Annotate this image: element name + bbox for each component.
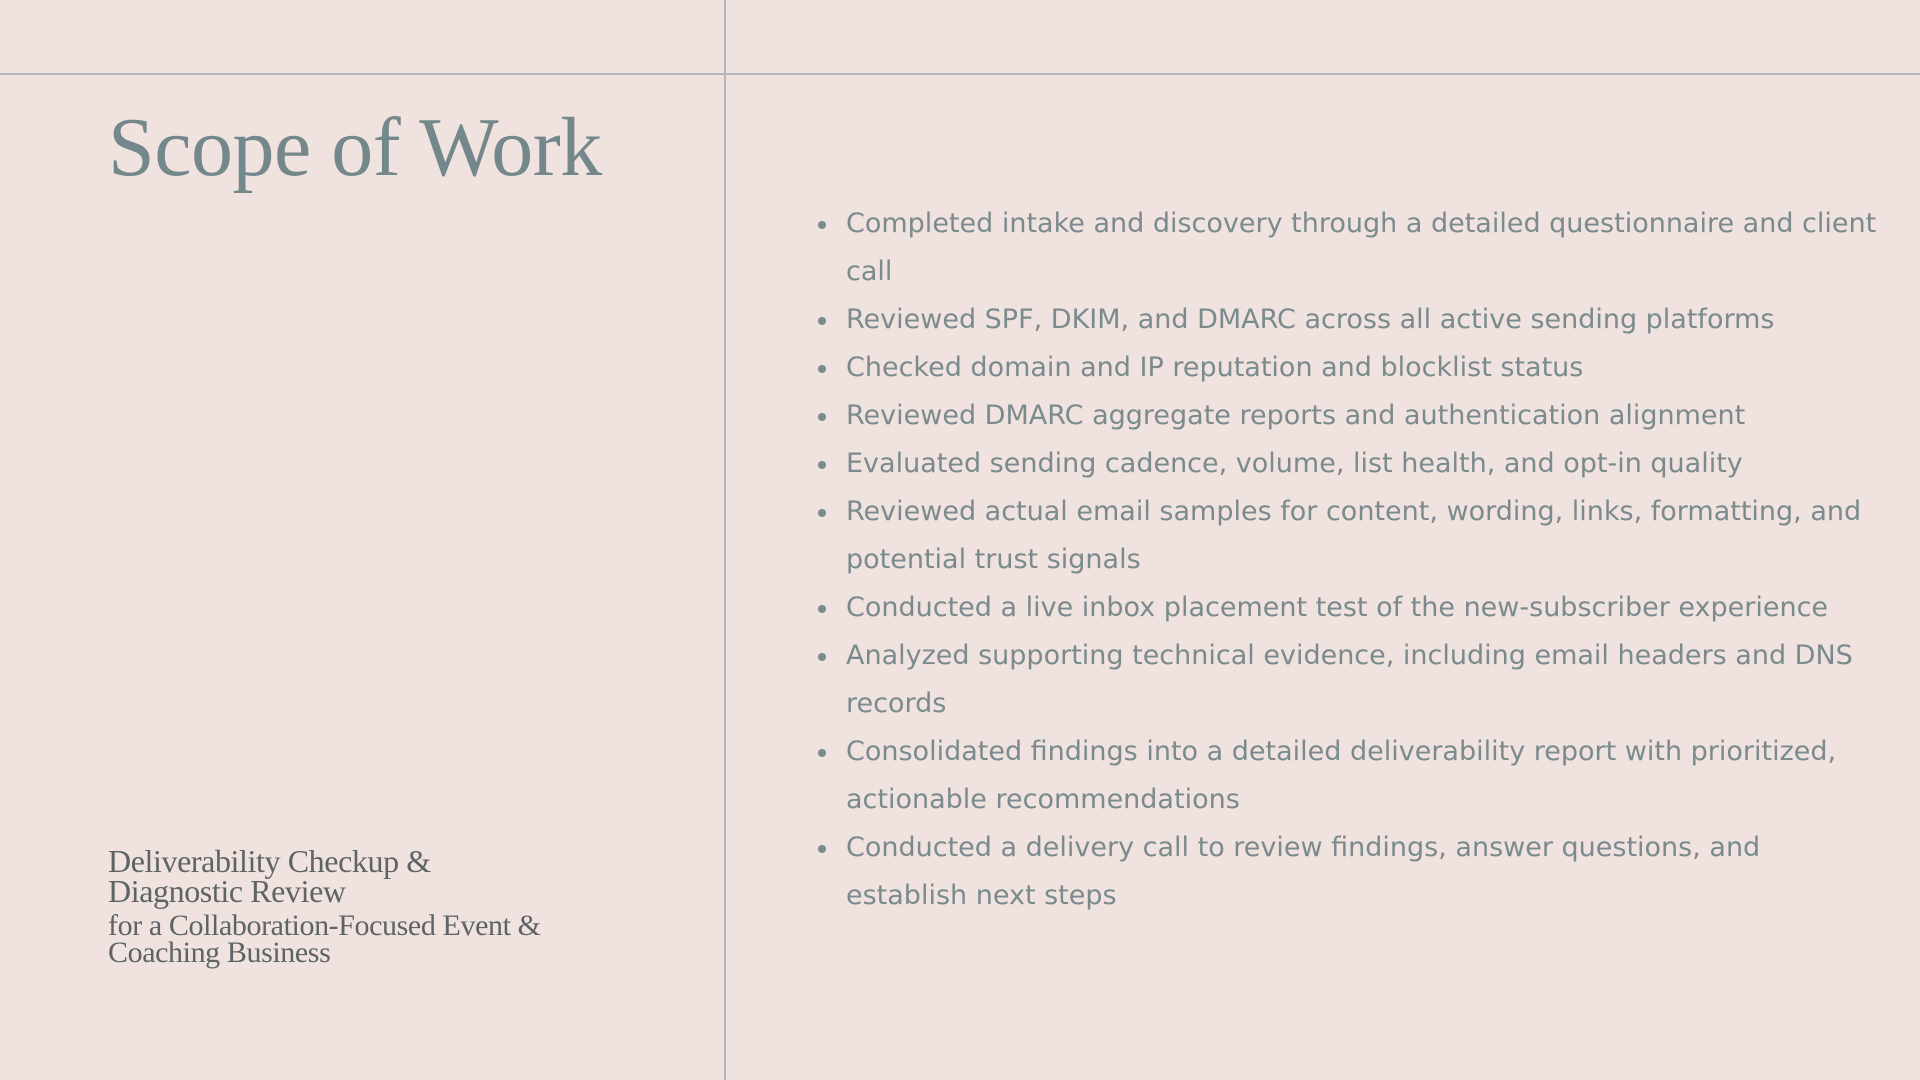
bullet-icon bbox=[818, 509, 826, 517]
scope-list bbox=[818, 200, 1880, 920]
bullet-icon bbox=[818, 413, 826, 421]
subtitle-line-2: Diagnostic Review bbox=[108, 873, 346, 909]
bullet-icon bbox=[818, 365, 826, 373]
scope-item bbox=[818, 824, 1880, 920]
bullet-icon bbox=[818, 749, 826, 757]
scope-item-text: Reviewed actual email samples for content, wording, links, formatting, and potential trust signals bbox=[846, 496, 1862, 575]
bullet-icon bbox=[818, 317, 826, 325]
scope-item-text: Completed intake and discovery through a detailed questionnaire and client call bbox=[846, 208, 1877, 287]
scope-item bbox=[818, 344, 1880, 392]
bullet-icon bbox=[818, 845, 826, 853]
scope-item-text: Consolidated findings into a detailed deliverability report with prioritized, actionable recommendations bbox=[846, 736, 1837, 815]
subtitle-line-4: Coaching Business bbox=[108, 936, 331, 969]
scope-item bbox=[818, 296, 1880, 344]
bullet-icon bbox=[818, 653, 826, 661]
scope-item bbox=[818, 584, 1880, 632]
scope-item bbox=[818, 632, 1880, 728]
subtitle-line-1: Deliverability Checkup & bbox=[108, 843, 431, 879]
scope-item bbox=[818, 440, 1880, 488]
scope-item-text: Reviewed DMARC aggregate reports and authentication alignment bbox=[846, 400, 1746, 431]
scope-item-text: Checked domain and IP reputation and blocklist status bbox=[846, 352, 1584, 383]
scope-item-text: Evaluated sending cadence, volume, list health, and opt-in quality bbox=[846, 448, 1743, 479]
bullet-icon bbox=[818, 605, 826, 613]
scope-item bbox=[818, 392, 1880, 440]
bullet-icon bbox=[818, 221, 826, 229]
scope-item-text: Conducted a live inbox placement test of the new-subscriber experience bbox=[846, 592, 1829, 623]
page-title: Scope of Work bbox=[108, 101, 602, 194]
horizontal-divider bbox=[0, 73, 1920, 75]
scope-item bbox=[818, 200, 1880, 296]
scope-item-text: Reviewed SPF, DKIM, and DMARC across all active sending platforms bbox=[846, 304, 1775, 335]
bullet-icon bbox=[818, 461, 826, 469]
scope-item bbox=[818, 728, 1880, 824]
vertical-divider bbox=[724, 0, 726, 1080]
report-subtitle bbox=[108, 843, 648, 969]
scope-item bbox=[818, 488, 1880, 584]
scope-item-text: Analyzed supporting technical evidence, including email headers and DNS records bbox=[846, 640, 1853, 719]
subtitle-line-3: for a Collaboration-Focused Event & bbox=[108, 909, 541, 942]
scope-item-text: Conducted a delivery call to review findings, answer questions, and establish next steps bbox=[846, 832, 1761, 911]
